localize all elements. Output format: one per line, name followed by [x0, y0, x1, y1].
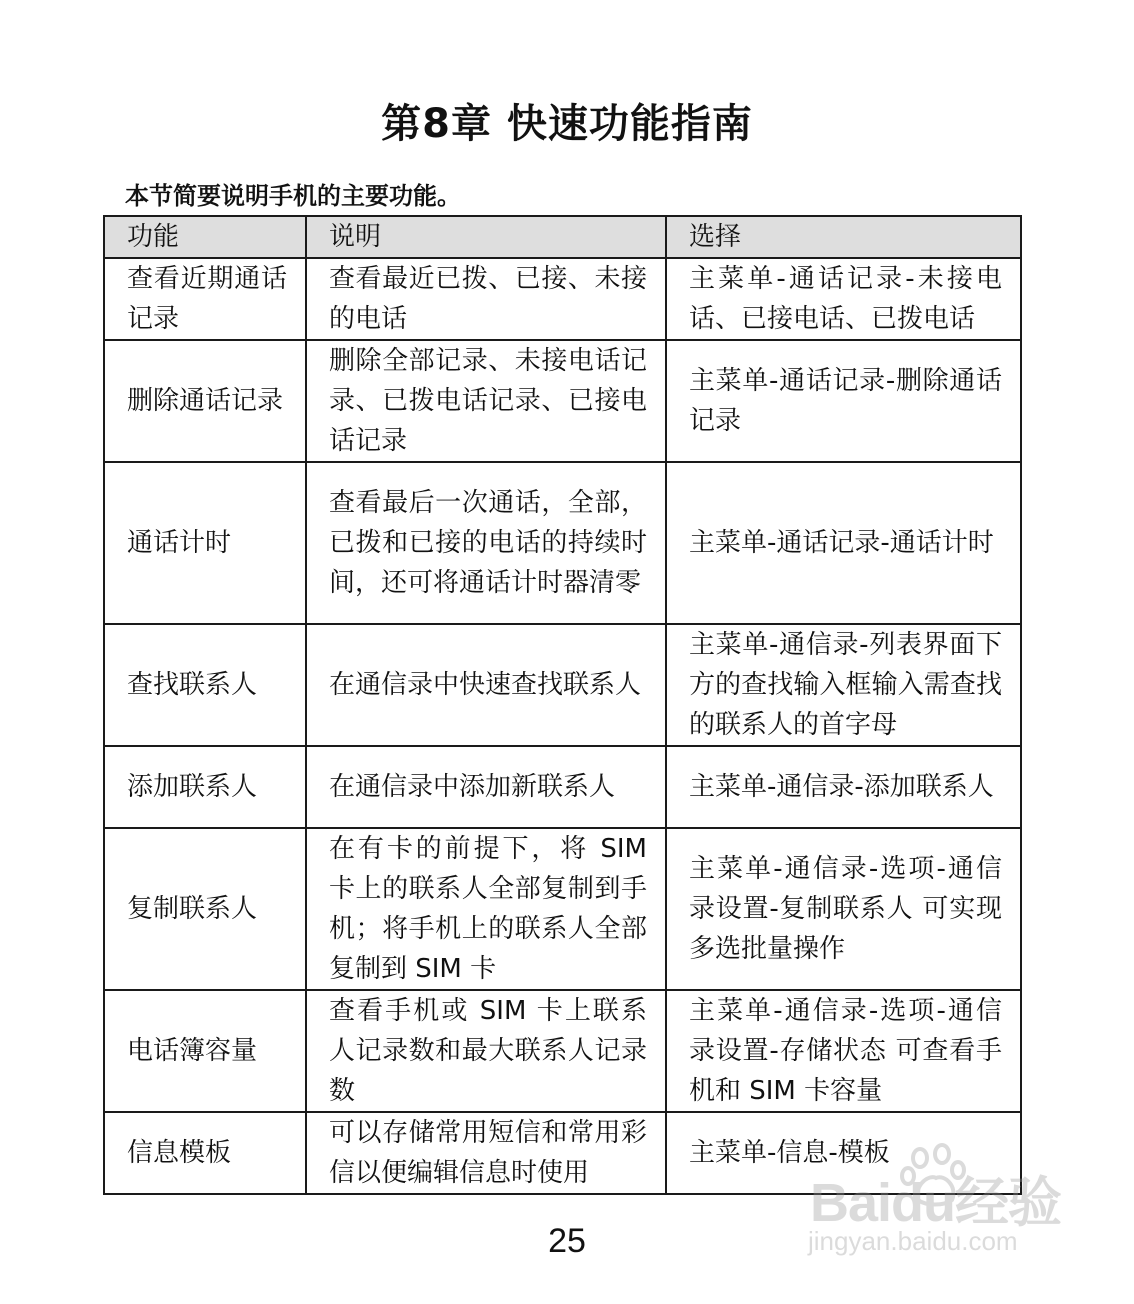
table-row: [104, 990, 1021, 1112]
cell-function: 信息模板: [104, 1112, 306, 1194]
cell-selection: 主菜单-通话记录-通话计时: [666, 462, 1021, 624]
cell-description: 查看手机或 SIM 卡上联系人记录数和最大联系人记录数: [306, 990, 666, 1112]
cell-selection: 主菜单-信息-模板: [666, 1112, 1021, 1194]
cell-selection: 主菜单-通信录-列表界面下方的查找输入框输入需查找的联系人的首字母: [666, 624, 1021, 746]
cell-description: 在有卡的前提下，将 SIM 卡上的联系人全部复制到手机；将手机上的联系人全部复制到 SIM 卡: [306, 828, 666, 990]
cell-description: 删除全部记录、未接电话记录、已拨电话记录、已接电话记录: [306, 340, 666, 462]
cell-description: 在通信录中快速查找联系人: [306, 624, 666, 746]
baidu-watermark: [800, 1140, 1070, 1260]
cell-description: 在通信录中添加新联系人: [306, 746, 666, 828]
cell-function: 查找联系人: [104, 624, 306, 746]
chapter-title: 第8章 快速功能指南: [381, 101, 753, 147]
table-row: [104, 340, 1021, 462]
cell-description: 查看最近已拨、已接、未接的电话: [306, 258, 666, 340]
cell-selection: 主菜单-通话记录-未接电话、已接电话、已拨电话: [666, 258, 1021, 340]
table-row: [104, 624, 1021, 746]
cell-description: 可以存储常用短信和常用彩信以便编辑信息时使用: [306, 1112, 666, 1194]
section-intro: 本节简要说明手机的主要功能。: [125, 182, 461, 210]
table-row: [104, 258, 1021, 340]
cell-selection: 主菜单-通话记录-删除通话记录: [666, 340, 1021, 462]
cell-function: 查看近期通话记录: [104, 258, 306, 340]
page-number: 25: [548, 1222, 586, 1260]
cell-function: 删除通话记录: [104, 340, 306, 462]
table-row: [104, 828, 1021, 990]
cell-description: 查看最后一次通话，全部，已拨和已接的电话的持续时间，还可将通话计时器清零: [306, 462, 666, 624]
header-description: 说明: [306, 216, 666, 258]
cell-selection: 主菜单-通信录-选项-通信录设置-存储状态 可查看手机和 SIM 卡容量: [666, 990, 1021, 1112]
watermark-logo-text: Baidu经验: [810, 1173, 1062, 1233]
header-function: 功能: [104, 216, 306, 258]
table-row: [104, 746, 1021, 828]
cell-selection: 主菜单-通信录-添加联系人: [666, 746, 1021, 828]
table-header-row: [104, 216, 1021, 258]
header-selection: 选择: [666, 216, 1021, 258]
cell-function: 复制联系人: [104, 828, 306, 990]
table-row: [104, 462, 1021, 624]
feature-table: [103, 215, 1022, 1195]
cell-function: 添加联系人: [104, 746, 306, 828]
watermark-url: jingyan.baidu.com: [808, 1226, 1018, 1256]
cell-selection: 主菜单-通信录-选项-通信录设置-复制联系人 可实现多选批量操作: [666, 828, 1021, 990]
cell-function: 电话簿容量: [104, 990, 306, 1112]
cell-function: 通话计时: [104, 462, 306, 624]
